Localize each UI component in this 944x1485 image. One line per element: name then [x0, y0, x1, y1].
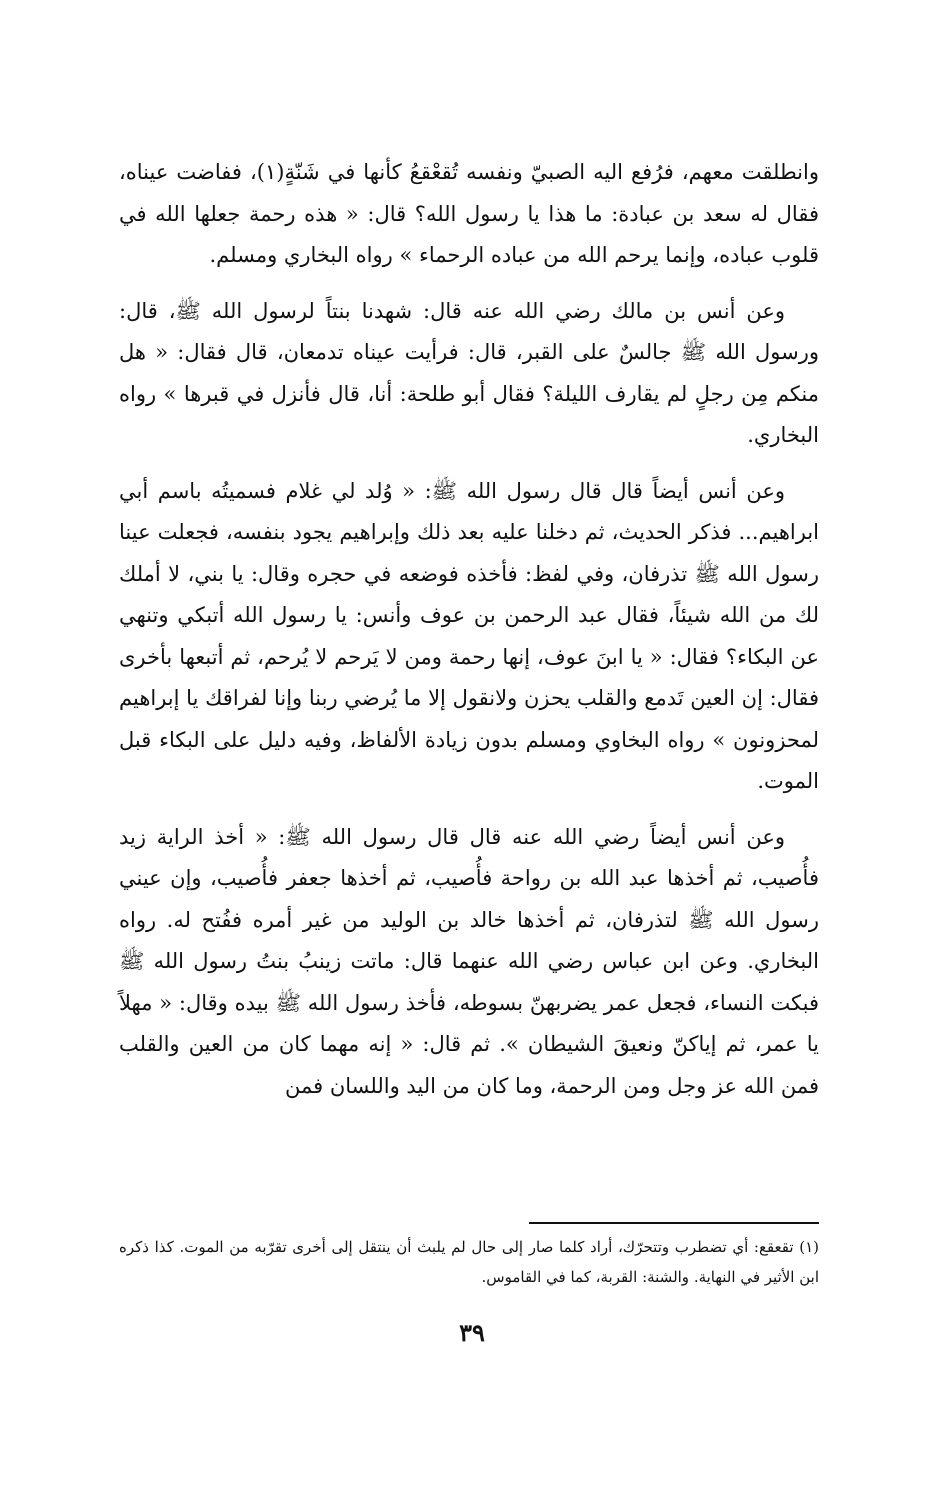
paragraph-2: وعن أنس بن مالك رضي الله عنه قال: شهدنا بنتاً لرسول الله ﷺ، قال: ورسول الله ﷺ جالسٌ على القبر، قال: فرأيت عيناه تدمعان، قال فقال: « هل منكم مِن رجلٍ لم يقارف الليلة؟ فقال أبو طلحة: أنا، قال فأنزل في قبرها » رواه البخاري.: [119, 298, 819, 447]
main-text: [119, 152, 819, 1107]
footnote-divider: [529, 1222, 819, 1224]
paragraph-3: وعن أنس أيضاً قال قال رسول الله ﷺ: « وُلد لي غلام فسميتُه باسم أبي ابراهيم... فذكر الحديث، ثم دخلنا عليه بعد ذلك وإبراهيم يجود بنفسه، فجعلت عينا رسول الله ﷺ تذرفان، وفي لفظ: فأخذه فوضعه في حجره وقال: يا بني، لا أملك لك من الله شيئاً، فقال عبد الرحمن بن عوف وأنس: يا رسول الله أتبكي وتنهي عن البكاء؟ فقال: « يا ابنَ عوف، إنها رحمة ومن لا يَرحم لا يُرحم، ثم أتبعها بأخرى فقال: إن العين تَدمع والقلب يحزن ولانقول إلا ما يُرضي ربنا وإنا لفراقك يا إبراهيم لمحزونون » رواه البخاوي ومسلم بدون زيادة الألفاظ، وفيه دليل على البكاء قبل الموت.: [119, 478, 819, 793]
footnote: (١) تقعقع: أي تضطرب وتتحرّك، أراد كلما صار إلى حال لم يلبث أن ينتقل إلى أخرى تقرّبه من الموت. كذا ذكره ابن الأثير في النهاية. والشنة: القربة، كما في القاموس.: [119, 1238, 819, 1286]
page-number: ٣٩: [459, 1318, 485, 1347]
paragraph-1: وانطلقت معهم، فرُفع اليه الصبيّ ونفسه تُقعْقعُ كأنها في شَنّةٍ(١)، ففاضت عيناه، فقال له سعد بن عبادة: ما هذا يا رسول الله؟ قال: « هذه رحمة جعلها الله في قلوب عباده، وإنما يرحم الله من عباده الرحماء » رواه البخاري ومسلم.: [119, 160, 819, 267]
paragraph-4: وعن أنس أيضاً رضي الله عنه قال قال رسول الله ﷺ: « أخذ الراية زيد فأُصيب، ثم أخذها عبد الله بن رواحة فأُصيب، ثم أخذها جعفر فأُصيب، وإن عيني رسول الله ﷺ لتذرفان، ثم أخذها خالد بن الوليد من غير أمره ففُتح له. رواه البخاري. وعن ابن عباس رضي الله عنهما قال: ماتت زينبُ بنتُ رسول الله ﷺ فبكت النساء، فجعل عمر يضربهنّ بسوطه، فأخذ رسول الله ﷺ بيده وقال: « مهلاً يا عمر، ثم إياكنّ ونعيقَ الشيطان ». ثم قال: « إنه مهما كان من العين والقلب فمن الله عز وجل ومن الرحمة، وما كان من اليد واللسان فمن: [119, 824, 819, 1098]
